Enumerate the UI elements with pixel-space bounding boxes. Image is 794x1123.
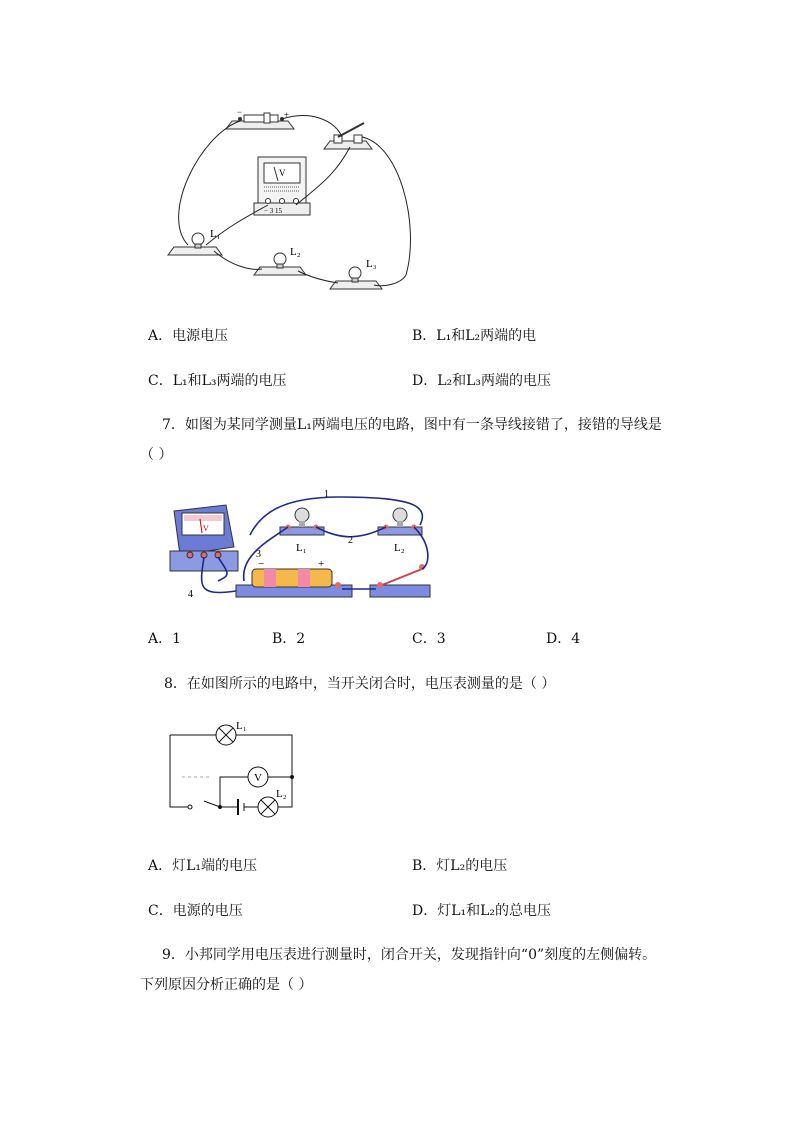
voltmeter-symbol: V <box>254 772 262 784</box>
q8-stem: 8．在如图所示的电路中，当开关闭合时，电压表测量的是（ ） <box>164 676 556 692</box>
junction-node <box>218 805 222 809</box>
q8-option-c[interactable]: C．电源的电压 <box>148 903 243 919</box>
q7-option-b[interactable]: B．2 <box>272 631 306 647</box>
q8-option-a[interactable]: A．灯L₁端的电压 <box>148 858 258 874</box>
bulb-l1 <box>280 508 324 535</box>
battery-minus: − <box>237 107 243 117</box>
switch <box>370 564 430 597</box>
q7-option-a[interactable]: A．1 <box>148 631 182 647</box>
q6-option-c[interactable]: C．L₁和L₃两端的电压 <box>148 373 287 389</box>
label-l1: L₁ <box>210 228 221 240</box>
q8-option-b[interactable]: B．灯L₂的电压 <box>412 858 508 874</box>
wire-label-2: 2 <box>348 535 353 546</box>
lamp-l1 <box>216 725 236 745</box>
q9-stem-line2: 下列原因分析正确的是（ ） <box>140 977 313 993</box>
q6-option-d[interactable]: D．L₂和L₃两端的电压 <box>412 373 552 389</box>
q8-circuit-figure <box>160 715 310 825</box>
voltmeter-symbol: V <box>203 524 209 533</box>
q6-option-b[interactable]: B．L₁和L₂两端的电 <box>412 328 537 344</box>
q7-stem-line2: （ ） <box>140 447 173 463</box>
wire-label-1: 1 <box>324 489 329 500</box>
battery <box>236 569 352 597</box>
label-l2: L₂ <box>394 542 405 554</box>
wire-label-4: 4 <box>188 589 193 600</box>
q7-circuit-figure <box>160 485 440 610</box>
bulb-l2 <box>378 508 422 535</box>
switch <box>188 805 192 809</box>
battery-plus: + <box>318 558 325 570</box>
voltmeter <box>254 157 310 215</box>
q7-option-d[interactable]: D．4 <box>546 631 581 647</box>
label-l2: L₂ <box>276 788 287 800</box>
lamp-l2 <box>258 797 278 817</box>
voltmeter-terminal-labels: − 3 15 <box>264 207 282 215</box>
battery-plus: + <box>284 110 290 120</box>
junction-node <box>290 775 294 779</box>
q8-option-d[interactable]: D．灯L₁和L₂的总电压 <box>412 903 552 919</box>
voltmeter-symbol: V <box>279 168 286 178</box>
q6-circuit-figure <box>160 105 420 295</box>
q6-option-a[interactable]: A．电源电压 <box>148 328 229 344</box>
q7-option-c[interactable]: C．3 <box>412 631 446 647</box>
label-l1: L₁ <box>236 720 247 732</box>
label-l3: L₃ <box>366 258 377 270</box>
label-l1: L₁ <box>296 542 307 554</box>
q9-stem-line1: 9．小邦同学用电压表进行测量时，闭合开关，发现指针向“0”刻度的左侧偏转。 <box>162 947 657 963</box>
battery-minus: − <box>258 558 265 570</box>
label-l2: L₂ <box>290 246 301 258</box>
switch <box>324 123 372 149</box>
wire-label-3: 3 <box>256 549 261 560</box>
bulb-l3 <box>330 267 382 289</box>
q7-stem-line1: 7．如图为某同学测量L₁两端电压的电路，图中有一条导线接错了，接错的导线是 <box>162 417 662 433</box>
